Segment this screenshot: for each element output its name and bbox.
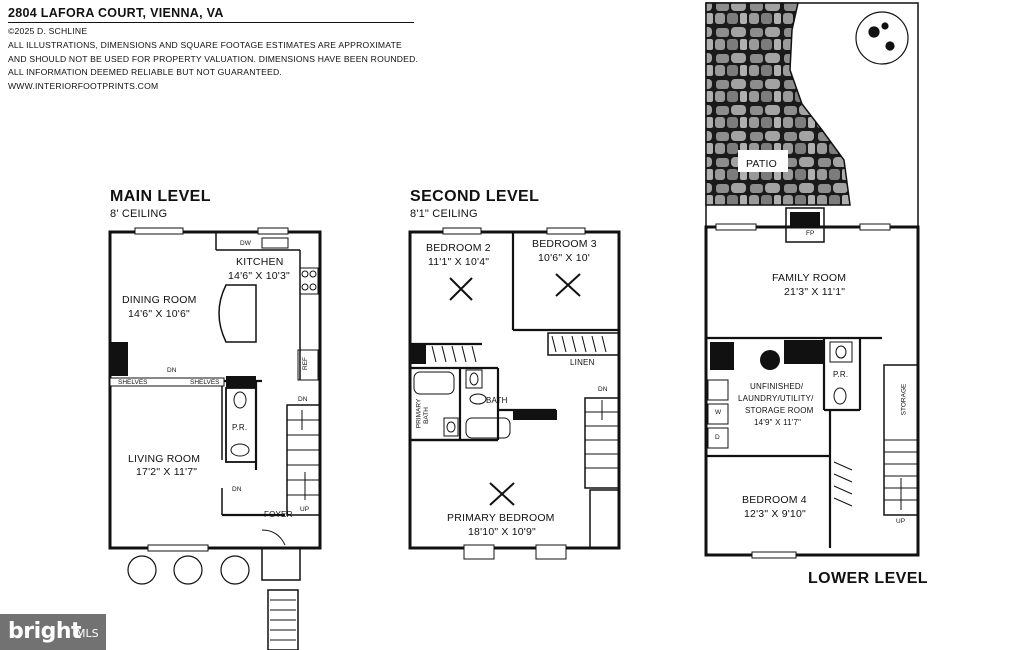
dn-living-label: DN <box>232 486 242 493</box>
kitchen-dimensions: 14'6" X 10'3" <box>228 270 290 282</box>
shelves-left-label: SHELVES <box>118 379 148 386</box>
dishwasher-label: DW <box>240 240 251 247</box>
disclaimer-line-3: ALL INFORMATION DEEMED RELIABLE BUT NOT GUARANTEED. <box>8 67 282 78</box>
second-level-ceiling: 8'1" CEILING <box>410 208 478 220</box>
primary-bedroom-label: PRIMARY BEDROOM <box>447 512 555 524</box>
dn-second-label: DN <box>598 386 608 393</box>
utility-label-3: STORAGE ROOM <box>745 406 814 415</box>
mls-logo-suffix: MLS <box>76 627 99 640</box>
gas-label: GAS <box>802 220 816 227</box>
patio-label: PATIO <box>746 158 777 170</box>
bright-logo-word: bright <box>8 619 82 644</box>
kitchen-label: KITCHEN <box>236 256 284 268</box>
bedroom-3-label: BEDROOM 3 <box>532 238 597 250</box>
bright-mls-watermark <box>0 614 106 650</box>
primary-bath-label-1: PRIMARY <box>415 398 423 429</box>
bedroom-2-label: BEDROOM 2 <box>426 242 491 254</box>
refrigerator-label: REF <box>302 357 309 370</box>
living-room-dimensions: 17'2" X 11'7" <box>136 466 198 478</box>
dining-room-label: DINING ROOM <box>122 294 197 306</box>
powder-room-label: P.R. <box>232 423 248 432</box>
primary-bedroom-dimensions: 18'10" X 10'9" <box>468 526 536 538</box>
shelves-right-label: SHELVES <box>190 379 220 386</box>
second-level-title: SECOND LEVEL <box>410 188 540 205</box>
bedroom-3-dimensions: 10'6" X 10' <box>538 252 590 264</box>
family-room-label: FAMILY ROOM <box>772 272 847 284</box>
storage-label: STORAGE <box>900 383 908 416</box>
bedroom-4-label: BEDROOM 4 <box>742 494 807 506</box>
lower-level-title: LOWER LEVEL <box>808 570 928 587</box>
dn-center-label: DN <box>167 367 177 374</box>
up-lower-label: UP <box>896 518 906 525</box>
bath-label: BATH <box>486 396 508 405</box>
copyright-line: ©2025 D. SCHLINE <box>8 26 88 36</box>
foyer-label: FOYER <box>264 510 293 519</box>
main-level-title: MAIN LEVEL <box>110 188 211 205</box>
property-address: 2804 LAFORA COURT, VIENNA, VA <box>8 6 414 23</box>
disclaimer-line-2: AND SHOULD NOT BE USED FOR PROPERTY VALUATION. DIMENSIONS HAVE BEEN ROUNDED. <box>8 53 419 64</box>
dryer-label: D <box>715 434 720 441</box>
bedroom-4-dimensions: 12'3" X 9'10" <box>744 508 806 520</box>
dn-stairs-label: DN <box>298 396 308 403</box>
utility-label-1: UNFINISHED/ <box>750 382 804 391</box>
disclaimer-line-1: ALL ILLUSTRATIONS, DIMENSIONS AND SQUARE FOOTAGE ESTIMATES ARE APPROXIMATE <box>8 39 402 50</box>
lower-powder-room-label: P.R. <box>833 370 849 379</box>
family-room-dimensions: 21'3" X 11'1" <box>784 286 846 298</box>
up-main-label: UP <box>300 506 310 513</box>
website-line: WWW.INTERIORFOOTPRINTS.COM <box>8 81 159 92</box>
primary-bath-label-2: BATH <box>422 407 430 424</box>
washer-label: W <box>715 409 722 416</box>
bedroom-2-dimensions: 11'1" X 10'4" <box>428 256 490 268</box>
utility-dimensions: 14'9" X 11'7" <box>754 418 802 427</box>
dining-room-dimensions: 14'6" X 10'6" <box>128 308 190 320</box>
fp-label: FP <box>806 230 815 237</box>
utility-label-2: LAUNDRY/UTILITY/ <box>738 394 814 403</box>
main-level-ceiling: 8' CEILING <box>110 208 168 220</box>
living-room-label: LIVING ROOM <box>128 453 201 465</box>
linen-label: LINEN <box>570 358 595 367</box>
